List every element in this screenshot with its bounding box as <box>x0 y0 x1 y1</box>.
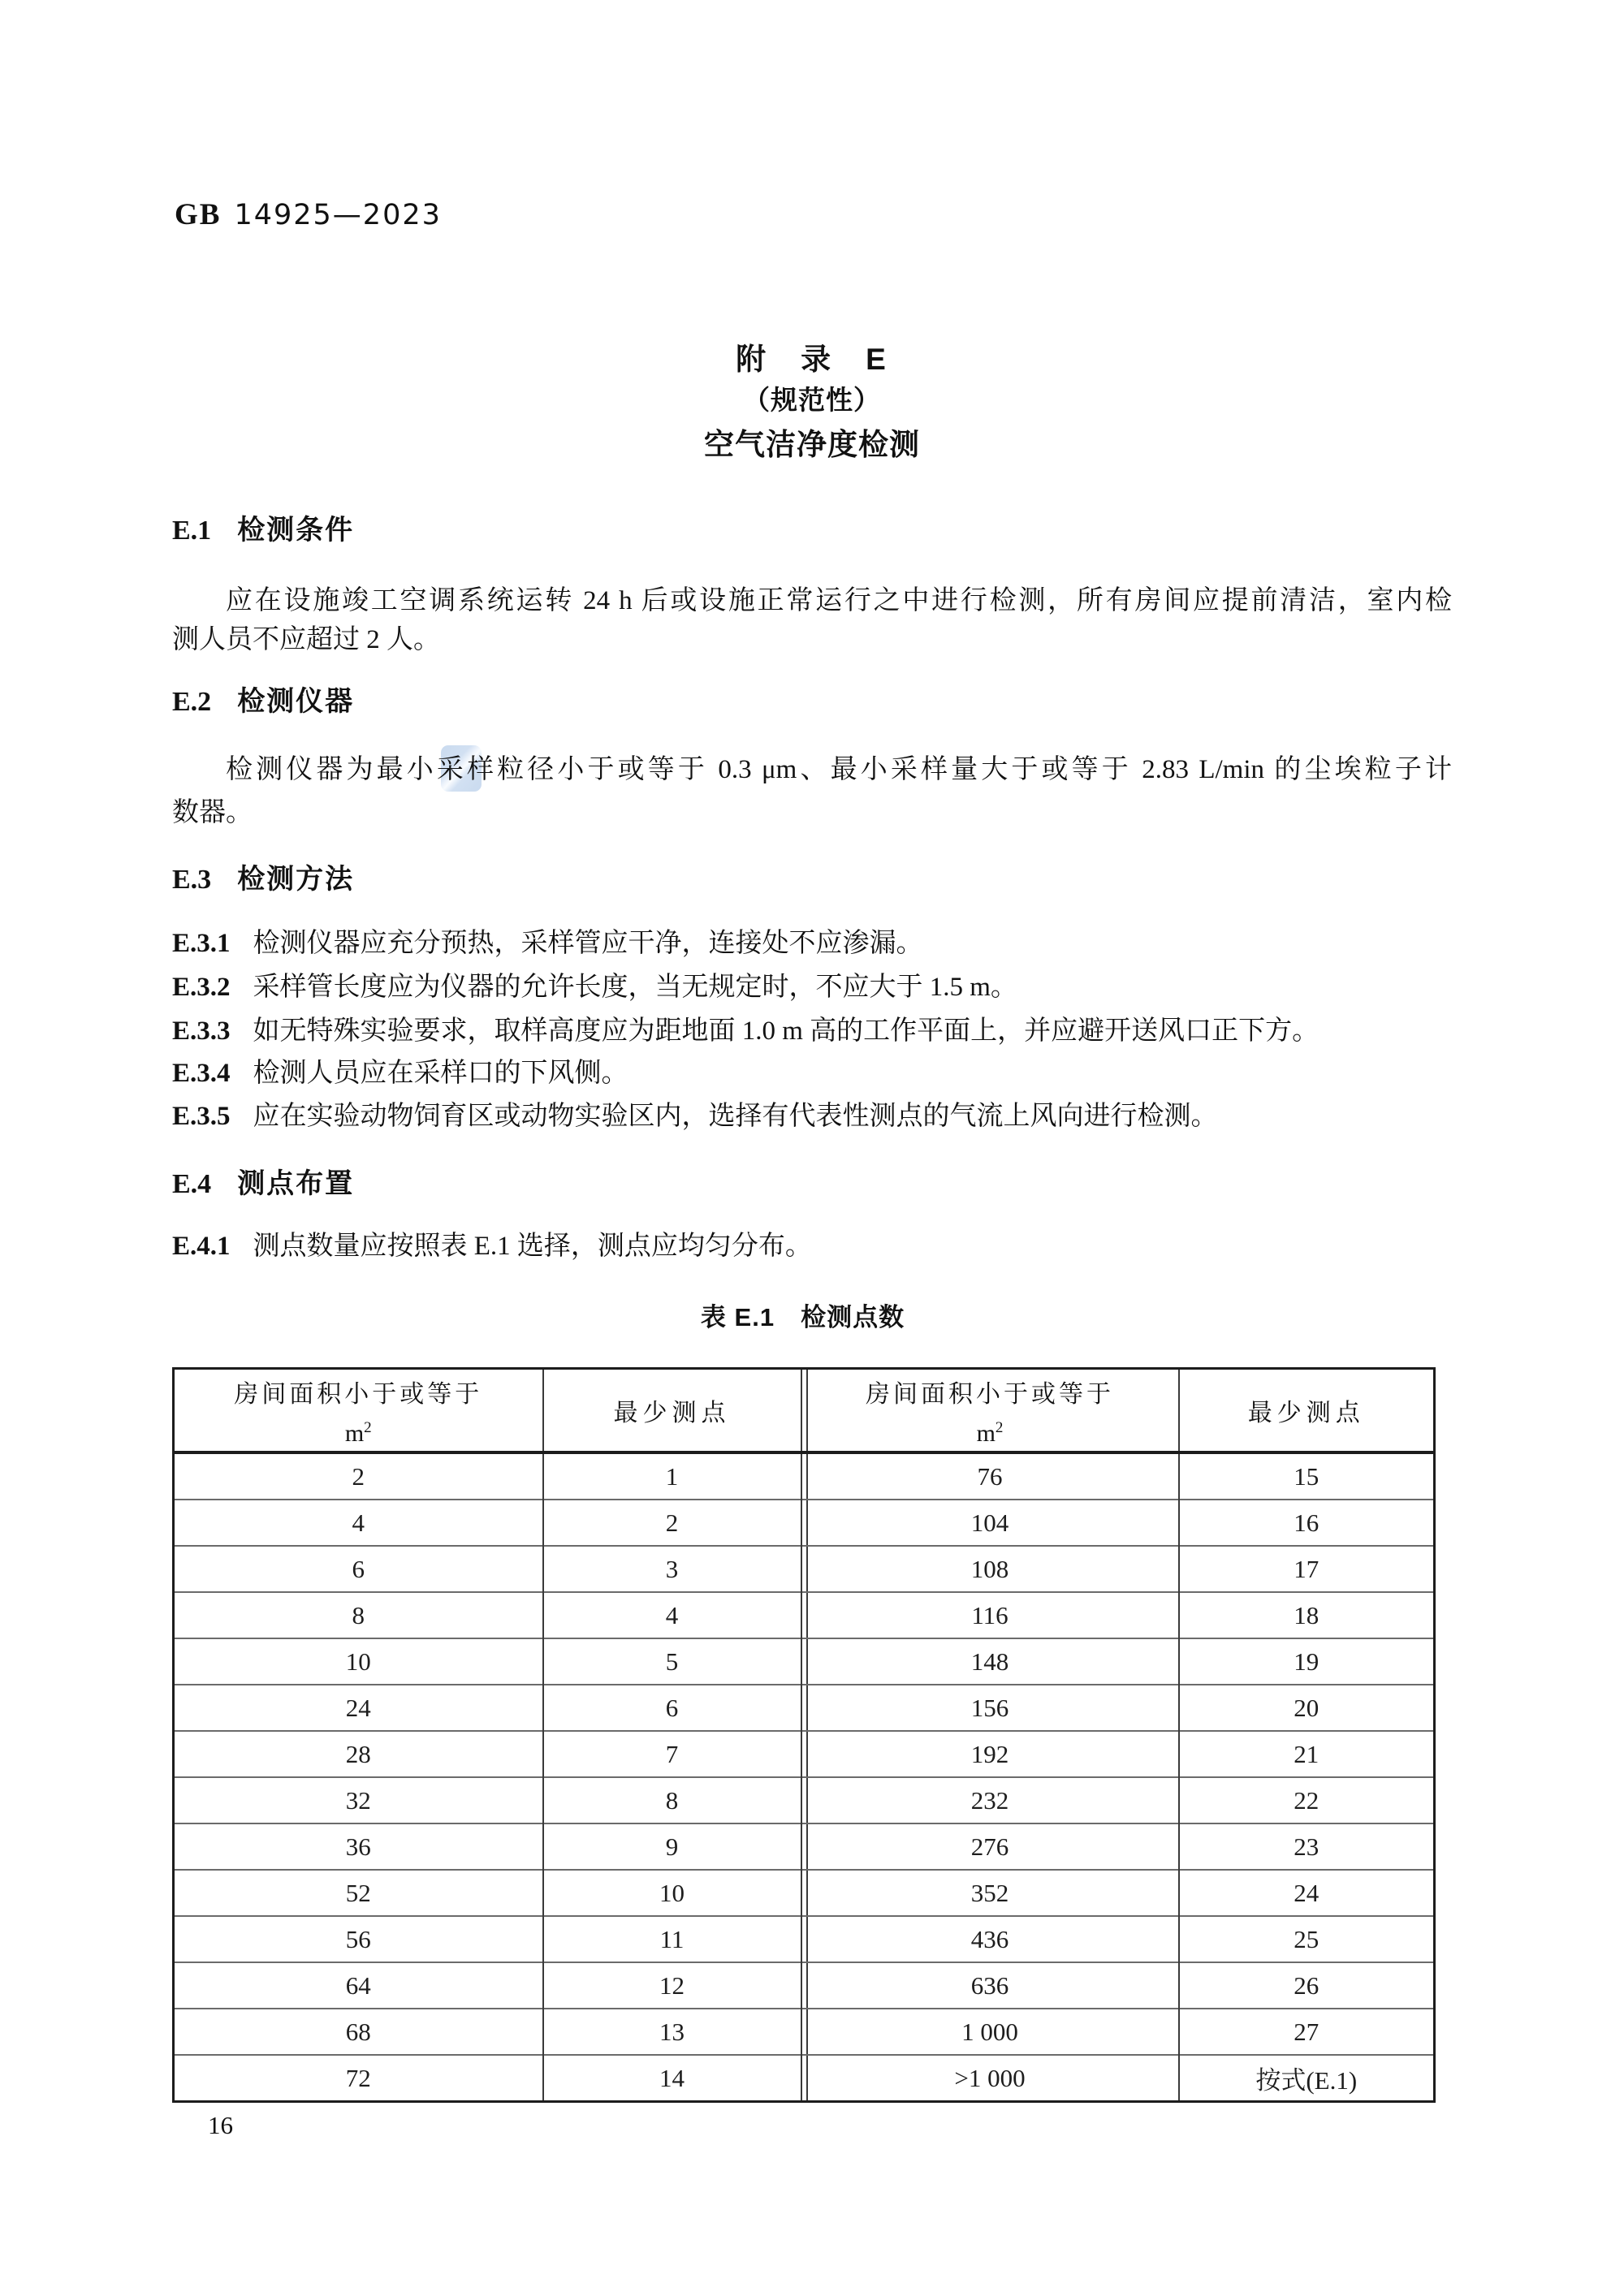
points-table <box>172 1367 1436 2103</box>
standard-code-prefix: GB <box>175 198 222 231</box>
col-header-points-right <box>1179 1369 1435 1453</box>
table-row <box>174 1870 1435 1916</box>
section-heading-e2 <box>172 685 354 719</box>
table-row <box>174 1452 1435 1500</box>
clause-item-e3-1 <box>172 927 1452 960</box>
clause-text: 测点数量应按照表 E.1 选择，测点应均匀分布。 <box>253 1232 812 1261</box>
table-cell: 19 <box>1179 1638 1435 1685</box>
table-cell: 24 <box>174 1685 543 1731</box>
table-cell: 156 <box>801 1685 1179 1731</box>
unit-superscript: 2 <box>995 1418 1004 1436</box>
table-cell: 1 000 <box>801 2009 1179 2055</box>
table-cell: 2 <box>174 1452 543 1500</box>
clause-text: 检测人员应在采样口的下风侧。 <box>253 1059 628 1088</box>
table-cell: 352 <box>801 1870 1179 1916</box>
table-cell: 68 <box>174 2009 543 2055</box>
table-cell: 104 <box>801 1500 1179 1546</box>
clause-text: 检测仪器应充分预热，采样管应干净，连接处不应渗漏。 <box>253 929 923 958</box>
col-header-area-text: 房间面积小于或等于 <box>866 1380 1114 1408</box>
clause-item-e3-3 <box>172 1015 1452 1047</box>
clause-title: 测点布置 <box>237 1168 355 1199</box>
table-cell: 76 <box>801 1452 1179 1500</box>
table-cell: 116 <box>801 1592 1179 1638</box>
table-cell: 24 <box>1179 1870 1435 1916</box>
table-row <box>174 1916 1435 1962</box>
table-cell: 108 <box>801 1546 1179 1592</box>
table-cell: 4 <box>174 1500 543 1546</box>
table-cell: 14 <box>543 2055 801 2102</box>
table-cell: >1 000 <box>801 2055 1179 2102</box>
table-cell: 17 <box>1179 1546 1435 1592</box>
table-row <box>174 1731 1435 1777</box>
clause-title: 检测仪器 <box>237 686 355 717</box>
table-cell: 20 <box>1179 1685 1435 1731</box>
table-cell: 56 <box>174 1916 543 1962</box>
col-header-area-right <box>801 1369 1179 1453</box>
table-cell: 13 <box>543 2009 801 2055</box>
section-heading-e3 <box>172 863 354 896</box>
clause-item-e4-1 <box>172 1230 1452 1262</box>
table-row <box>174 1777 1435 1823</box>
table-cell: 636 <box>801 1962 1179 2009</box>
clause-number: E.3.1 <box>172 929 231 958</box>
paragraph-line: 检测仪器为最小采样粒径小于或等于 0.3 μm、最小采样量大于或等于 2.83 L/min 的尘埃粒子计 <box>226 755 1452 784</box>
table-cell: 11 <box>543 1916 801 1962</box>
clause-number: E.3 <box>172 865 212 895</box>
table-cell: 32 <box>174 1777 543 1823</box>
table-cell: 276 <box>801 1823 1179 1870</box>
table-row <box>174 1962 1435 2009</box>
table-cell: 18 <box>1179 1592 1435 1638</box>
col-header-points-text: 最少测点 <box>613 1400 731 1426</box>
table-cell: 27 <box>1179 2009 1435 2055</box>
table-cell: 7 <box>543 1731 801 1777</box>
table-cell: 28 <box>174 1731 543 1777</box>
table-row <box>174 1500 1435 1546</box>
clause-text: 应在实验动物饲育区或动物实验区内，选择有代表性测点的气流上风向进行检测。 <box>253 1102 1218 1131</box>
clause-text: 如无特殊实验要求，取样高度应为距地面 1.0 m 高的工作平面上，并应避开送风口正下方。 <box>253 1016 1320 1046</box>
clause-number: E.4 <box>172 1169 212 1199</box>
table-cell: 4 <box>543 1592 801 1638</box>
appendix-subtitle: （规范性） <box>743 385 881 415</box>
col-header-points-text: 最少测点 <box>1247 1400 1365 1426</box>
table-body <box>174 1452 1435 2102</box>
paragraph-line: 应在设施竣工空调系统运转 24 h 后或设施正常运行之中进行检测，所有房间应提前清洁，室内检 <box>226 586 1452 615</box>
col-header-area-left <box>174 1369 543 1453</box>
paragraph-line: 测人员不应超过 2 人。 <box>172 625 440 654</box>
col-header-points-left <box>543 1369 801 1453</box>
table-row <box>174 1685 1435 1731</box>
clause-title: 检测条件 <box>237 515 355 546</box>
table-cell: 72 <box>174 2055 543 2102</box>
clause-number: E.3.3 <box>172 1016 231 1046</box>
table-cell: 9 <box>543 1823 801 1870</box>
clause-number: E.4.1 <box>172 1232 231 1261</box>
appendix-name: 空气洁净度检测 <box>704 428 920 461</box>
clause-number: E.3.4 <box>172 1059 231 1088</box>
section-heading-e1 <box>172 514 354 547</box>
table-cell: 25 <box>1179 1916 1435 1962</box>
table-cell: 22 <box>1179 1777 1435 1823</box>
table-cell: 2 <box>543 1500 801 1546</box>
clause-number: E.3.2 <box>172 973 231 1002</box>
table-cell: 21 <box>1179 1731 1435 1777</box>
table-cell: 148 <box>801 1638 1179 1685</box>
clause-title: 检测方法 <box>237 864 355 895</box>
table-cell: 12 <box>543 1962 801 2009</box>
paragraph-line: 数器。 <box>172 798 253 827</box>
clause-text: 采样管长度应为仪器的允许长度，当无规定时，不应大于 1.5 m。 <box>253 973 1017 1002</box>
clause-item-e3-4 <box>172 1057 1452 1090</box>
clause-number: E.1 <box>172 516 212 546</box>
table-cell: 8 <box>174 1592 543 1638</box>
table-row <box>174 1546 1435 1592</box>
table-caption: 表 E.1 检测点数 <box>700 1303 905 1331</box>
standard-code-number: 14925—2023 <box>234 199 442 231</box>
col-header-area-unit <box>175 1419 542 1448</box>
detection-points-table <box>172 1367 1436 2103</box>
table-cell: 26 <box>1179 1962 1435 2009</box>
table-row <box>174 1592 1435 1638</box>
table-cell: 1 <box>543 1452 801 1500</box>
table-cell: 10 <box>174 1638 543 1685</box>
col-header-area-text: 房间面积小于或等于 <box>234 1380 483 1408</box>
table-row <box>174 1823 1435 1870</box>
table-cell: 10 <box>543 1870 801 1916</box>
table-cell: 3 <box>543 1546 801 1592</box>
table-cell: 6 <box>543 1685 801 1731</box>
unit-base: m <box>976 1419 996 1447</box>
table-cell: 52 <box>174 1870 543 1916</box>
table-header-row <box>174 1369 1435 1453</box>
clause-number: E.2 <box>172 687 212 717</box>
table-cell: 64 <box>174 1962 543 2009</box>
table-cell: 16 <box>1179 1500 1435 1546</box>
clause-number: E.3.5 <box>172 1102 231 1131</box>
standard-code <box>175 197 442 232</box>
table-row <box>174 2009 1435 2055</box>
section-heading-e4 <box>172 1167 354 1201</box>
page-number: 16 <box>208 2111 233 2139</box>
unit-superscript: 2 <box>364 1418 372 1436</box>
col-header-area-unit <box>802 1419 1178 1448</box>
table-cell: 5 <box>543 1638 801 1685</box>
table-cell: 23 <box>1179 1823 1435 1870</box>
clause-item-e3-2 <box>172 971 1452 1003</box>
table-cell: 15 <box>1179 1452 1435 1500</box>
table-cell: 6 <box>174 1546 543 1592</box>
table-cell: 436 <box>801 1916 1179 1962</box>
table-cell: 192 <box>801 1731 1179 1777</box>
appendix-title: 附 录 E <box>736 343 888 376</box>
table-cell: 36 <box>174 1823 543 1870</box>
clause-item-e3-5 <box>172 1100 1452 1133</box>
table-cell: 按式(E.1) <box>1179 2055 1435 2102</box>
unit-base: m <box>344 1419 365 1447</box>
table-row <box>174 2055 1435 2102</box>
table-cell: 232 <box>801 1777 1179 1823</box>
table-cell: 8 <box>543 1777 801 1823</box>
table-row <box>174 1638 1435 1685</box>
